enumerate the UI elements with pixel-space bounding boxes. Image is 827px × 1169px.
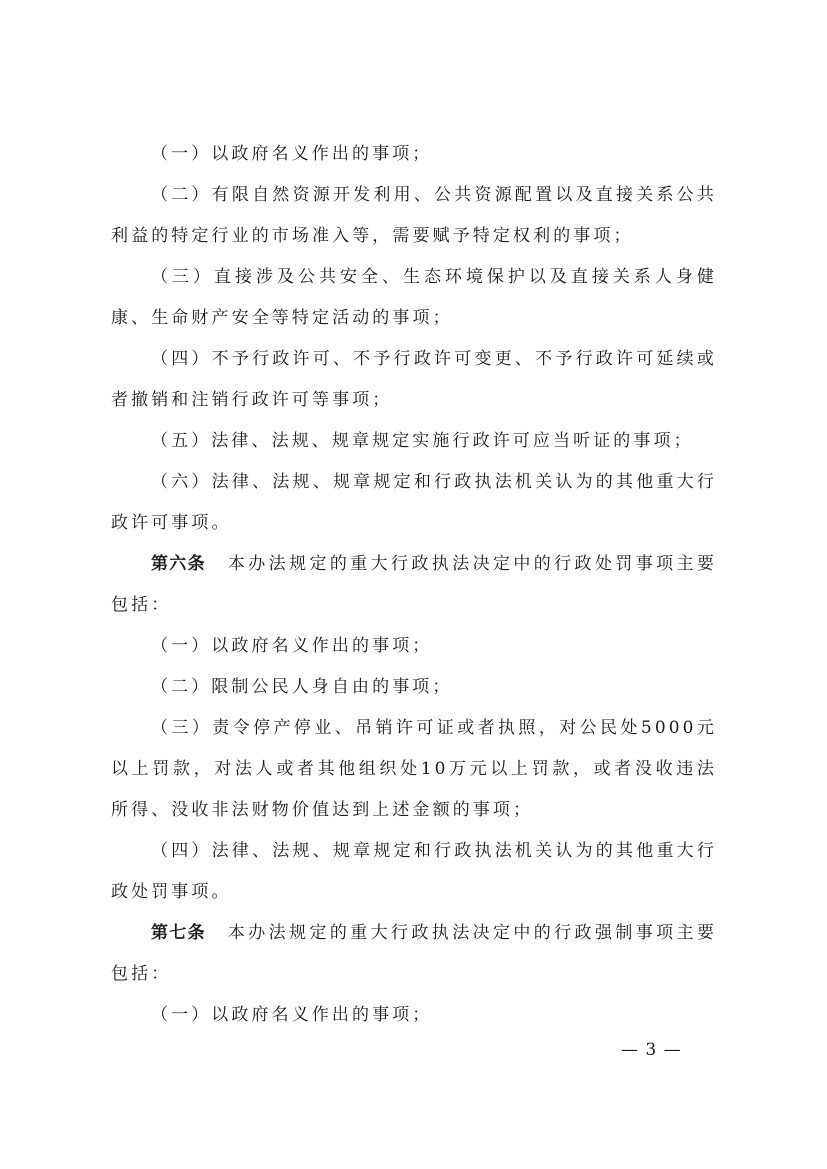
paragraph [111,708,717,831]
article-heading: 第六条 [151,554,206,574]
article-heading: 第七条 [151,923,206,943]
paragraph-text: （一）以政府名义作出的事项； [151,636,433,656]
paragraph-text: （一）以政府名义作出的事项； [151,144,433,164]
paragraph [111,626,717,667]
page-number: — 3 — [621,1040,682,1060]
paragraph-text: （五）法律、法规、规章规定实施行政许可应当听证的事项； [151,431,694,451]
paragraph-text: （三）直接涉及公共安全、生态环境保护以及直接关系人身健康、生命财产安全等特定活动的事项； [111,267,717,328]
paragraph-text: 本办法规定的重大行政执法决定中的行政处罚事项主要包括： [111,554,718,615]
paragraph [111,667,717,708]
paragraph-text: 本办法规定的重大行政执法决定中的行政强制事项主要包括： [111,923,718,984]
article-paragraph [111,913,717,995]
paragraph [111,257,717,339]
paragraph [111,339,717,421]
paragraph [111,831,717,913]
paragraph-text: （三）责令停产停业、吊销许可证或者执照，对公民处5000元以上罚款，对法人或者其他组织处10万元以上罚款，或者没收违法所得、没收非法财物价值达到上述金额的事项； [111,718,717,820]
paragraph [111,175,717,257]
paragraph [111,462,717,544]
paragraph-text: （四）法律、法规、规章规定和行政执法机关认为的其他重大行政处罚事项。 [111,841,717,902]
article-paragraph [111,544,717,626]
paragraph-text: （二）限制公民人身自由的事项； [151,677,453,697]
paragraph [111,421,717,462]
document-body [111,134,717,1036]
paragraph [111,134,717,175]
paragraph-text: （一）以政府名义作出的事项； [151,1005,433,1025]
paragraph-text: （四）不予行政许可、不予行政许可变更、不予行政许可延续或者撤销和注销行政许可等事项； [111,349,717,410]
paragraph-text: （六）法律、法规、规章规定和行政执法机关认为的其他重大行政许可事项。 [111,472,717,533]
paragraph-text: （二）有限自然资源开发利用、公共资源配置以及直接关系公共利益的特定行业的市场准入等，需要赋予特定权利的事项； [111,185,717,246]
paragraph [111,995,717,1036]
